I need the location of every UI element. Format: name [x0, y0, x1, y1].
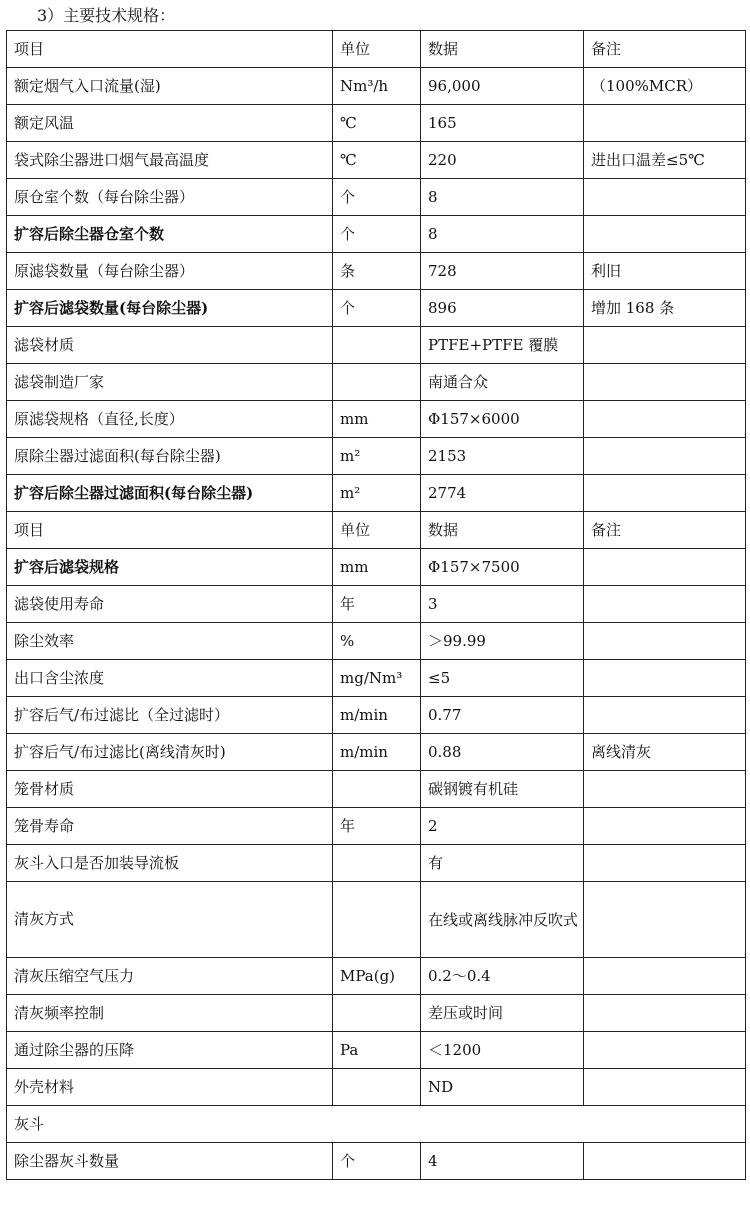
table-row	[7, 290, 746, 327]
cell-item: 额定风温	[7, 105, 333, 142]
cell-item: 额定烟气入口流量(湿)	[7, 68, 333, 105]
cell-note	[584, 882, 746, 958]
table-row	[7, 1069, 746, 1106]
cell-unit: m/min	[333, 697, 421, 734]
table-row	[7, 1143, 746, 1180]
table-row	[7, 660, 746, 697]
cell-unit: mm	[333, 401, 421, 438]
table-row	[7, 142, 746, 179]
cell-unit: mg/Nm³	[333, 660, 421, 697]
cell-item: 袋式除尘器进口烟气最高温度	[7, 142, 333, 179]
cell-data: 碳钢镀有机硅	[421, 771, 584, 808]
cell-data: 0.2～0.4	[421, 958, 584, 995]
cell-note	[584, 845, 746, 882]
table-row	[7, 216, 746, 253]
cell-note	[584, 179, 746, 216]
cell-unit	[333, 1069, 421, 1106]
cell-note: 离线清灰	[584, 734, 746, 771]
table-row	[7, 771, 746, 808]
cell-note	[584, 401, 746, 438]
table-row	[7, 364, 746, 401]
cell-data: 4	[421, 1143, 584, 1180]
cell-unit: 个	[333, 1143, 421, 1180]
cell-data: 728	[421, 253, 584, 290]
table-row	[7, 549, 746, 586]
cell-data: 8	[421, 179, 584, 216]
cell-unit: Pa	[333, 1032, 421, 1069]
header-data: 数据	[421, 31, 584, 68]
table-body	[7, 68, 746, 1106]
table-row	[7, 327, 746, 364]
cell-data: Φ157×7500	[421, 549, 584, 586]
cell-note: （100%MCR）	[584, 68, 746, 105]
cell-unit	[333, 771, 421, 808]
cell-note	[584, 1143, 746, 1180]
cell-unit: m²	[333, 438, 421, 475]
cell-note	[584, 549, 746, 586]
cell-item: 滤袋使用寿命	[7, 586, 333, 623]
spec-table	[6, 30, 746, 1180]
cell-note	[584, 660, 746, 697]
table-row	[7, 105, 746, 142]
cell-item: 外壳材料	[7, 1069, 333, 1106]
cell-unit: 年	[333, 586, 421, 623]
section-heading: 3）主要技术规格：	[37, 6, 176, 25]
cell-item: 笼骨材质	[7, 771, 333, 808]
cell-unit: 条	[333, 253, 421, 290]
cell-unit: Nm³/h	[333, 68, 421, 105]
cell-note: 进出口温差≤5℃	[584, 142, 746, 179]
table-row	[7, 586, 746, 623]
cell-data: 3	[421, 586, 584, 623]
header-item: 项目	[7, 31, 333, 68]
cell-unit: %	[333, 623, 421, 660]
cell-note	[584, 216, 746, 253]
cell-unit	[333, 995, 421, 1032]
cell-note	[584, 808, 746, 845]
cell-note	[584, 771, 746, 808]
cell-data: Φ157×6000	[421, 401, 584, 438]
cell-note	[584, 623, 746, 660]
table-row	[7, 401, 746, 438]
cell-note	[584, 1032, 746, 1069]
cell-item: 清灰压缩空气压力	[7, 958, 333, 995]
table-row	[7, 995, 746, 1032]
cell-note	[584, 995, 746, 1032]
table-row	[7, 623, 746, 660]
cell-item: 滤袋材质	[7, 327, 333, 364]
table-row	[7, 1032, 746, 1069]
table-row	[7, 68, 746, 105]
cell-unit: m/min	[333, 734, 421, 771]
cell-data: 96,000	[421, 68, 584, 105]
cell-data: 220	[421, 142, 584, 179]
cell-item: 原除尘器过滤面积(每台除尘器)	[7, 438, 333, 475]
cell-data: PTFE+PTFE 覆膜	[421, 327, 584, 364]
cell-item: 出口含尘浓度	[7, 660, 333, 697]
cell-unit: 个	[333, 179, 421, 216]
cell-data: 0.88	[421, 734, 584, 771]
cell-note	[584, 105, 746, 142]
cell-note	[584, 958, 746, 995]
header-note: 备注	[584, 31, 746, 68]
cell-data: 2153	[421, 438, 584, 475]
cell-data: ≤5	[421, 660, 584, 697]
cell-unit: 个	[333, 290, 421, 327]
table-row	[7, 808, 746, 845]
cell-note	[584, 586, 746, 623]
cell-item: 灰斗入口是否加装导流板	[7, 845, 333, 882]
cell-unit: 单位	[333, 512, 421, 549]
table-row	[7, 697, 746, 734]
cell-note	[584, 697, 746, 734]
table-row	[7, 882, 746, 958]
cell-note	[584, 364, 746, 401]
cell-data: 差压或时间	[421, 995, 584, 1032]
cell-note: 增加 168 条	[584, 290, 746, 327]
cell-data: 165	[421, 105, 584, 142]
cell-item: 清灰方式	[7, 882, 333, 958]
cell-data: 数据	[421, 512, 584, 549]
table-row	[7, 438, 746, 475]
cell-unit: mm	[333, 549, 421, 586]
cell-item: 清灰频率控制	[7, 995, 333, 1032]
cell-item: 扩容后气/布过滤比（全过滤时）	[7, 697, 333, 734]
cell-item: 原滤袋规格（直径,长度）	[7, 401, 333, 438]
cell-unit: 个	[333, 216, 421, 253]
cell-unit: MPa(g)	[333, 958, 421, 995]
cell-unit	[333, 327, 421, 364]
cell-item: 通过除尘器的压降	[7, 1032, 333, 1069]
cell-data: 0.77	[421, 697, 584, 734]
cell-data: 2774	[421, 475, 584, 512]
cell-item: 扩容后除尘器仓室个数	[7, 216, 333, 253]
cell-unit: 年	[333, 808, 421, 845]
cell-item: 除尘效率	[7, 623, 333, 660]
cell-note	[584, 1069, 746, 1106]
cell-unit: ℃	[333, 105, 421, 142]
subsection-row	[7, 1106, 746, 1143]
cell-item: 笼骨寿命	[7, 808, 333, 845]
subsection-label: 灰斗	[7, 1106, 746, 1143]
table-row	[7, 958, 746, 995]
cell-data: 有	[421, 845, 584, 882]
header-unit: 单位	[333, 31, 421, 68]
cell-note: 利旧	[584, 253, 746, 290]
table-row	[7, 512, 746, 549]
table-row	[7, 179, 746, 216]
cell-data: 在线或离线脉冲反吹式	[421, 882, 584, 958]
cell-item: 项目	[7, 512, 333, 549]
cell-data: 南通合众	[421, 364, 584, 401]
cell-note: 备注	[584, 512, 746, 549]
cell-data: 896	[421, 290, 584, 327]
cell-data: 8	[421, 216, 584, 253]
cell-data: ＞99.99	[421, 623, 584, 660]
cell-data: 2	[421, 808, 584, 845]
table-row	[7, 845, 746, 882]
table-row	[7, 734, 746, 771]
cell-item: 扩容后滤袋数量(每台除尘器)	[7, 290, 333, 327]
cell-item: 滤袋制造厂家	[7, 364, 333, 401]
cell-item: 原仓室个数（每台除尘器）	[7, 179, 333, 216]
cell-item: 原滤袋数量（每台除尘器）	[7, 253, 333, 290]
cell-note	[584, 438, 746, 475]
cell-data: ＜1200	[421, 1032, 584, 1069]
cell-item: 扩容后气/布过滤比(离线清灰时)	[7, 734, 333, 771]
table-row	[7, 475, 746, 512]
cell-unit	[333, 364, 421, 401]
cell-item: 除尘器灰斗数量	[7, 1143, 333, 1180]
cell-note	[584, 327, 746, 364]
cell-data: ND	[421, 1069, 584, 1106]
cell-item: 扩容后滤袋规格	[7, 549, 333, 586]
cell-item: 扩容后除尘器过滤面积(每台除尘器)	[7, 475, 333, 512]
table-row	[7, 253, 746, 290]
cell-unit: ℃	[333, 142, 421, 179]
cell-note	[584, 475, 746, 512]
cell-unit	[333, 845, 421, 882]
cell-unit: m²	[333, 475, 421, 512]
table-header-row	[7, 31, 746, 68]
cell-unit	[333, 882, 421, 958]
